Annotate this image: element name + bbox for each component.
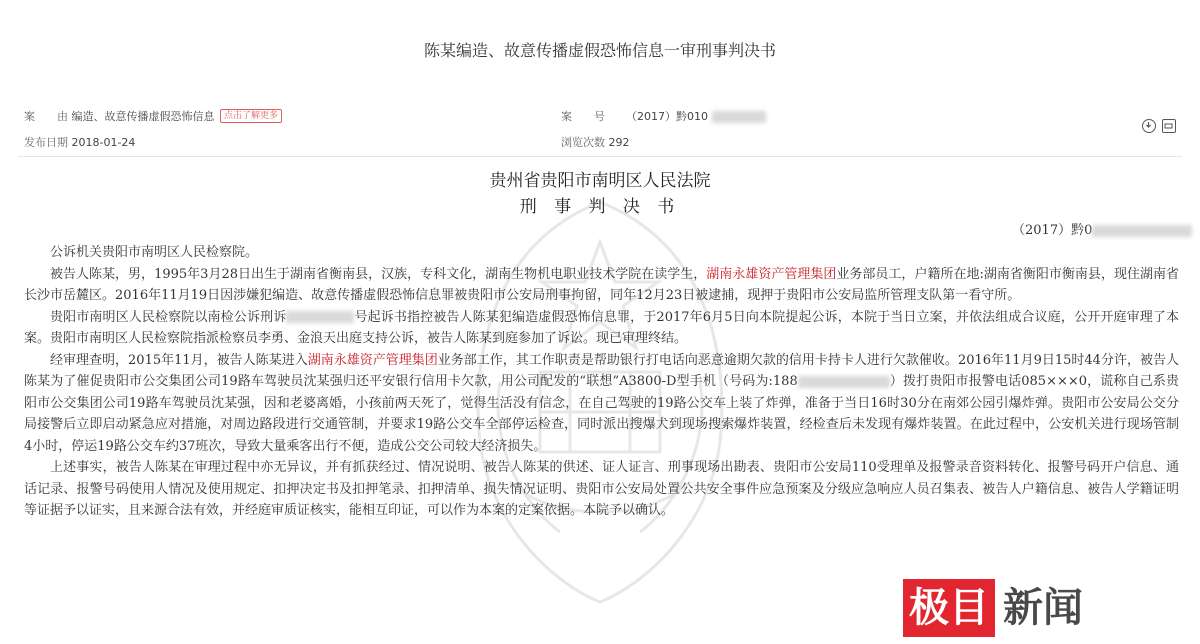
- redacted-case-number: [712, 111, 766, 123]
- jimu-news-watermark: [903, 576, 1091, 640]
- redacted-phone-number: [798, 376, 890, 388]
- view-count-row: [561, 134, 630, 150]
- defendant-text-1: 被告人陈某，男，1995年3月28日出生于湖南省衡南县，汉族，专科文化，湖南生物机电职业技术学院在读学生，: [50, 266, 707, 282]
- paragraph-defendant: [24, 264, 1179, 307]
- print-icon[interactable]: [1162, 119, 1176, 133]
- view-count-value: 292: [608, 136, 630, 149]
- judgment-case-number-text: （2017）黔0: [1012, 223, 1093, 238]
- company-link[interactable]: 湖南永雄资产管理集团: [706, 266, 837, 282]
- facts-text-2: 业务部工作，其工作职责是帮助银行打电话向恶意逾期欠款的信用卡持卡人进行欠款催收。2016年11月9日15时44分许，被告人陈某为了催促贵阳市公交集团公司19路车驾驶员沈某强归还平安银行信用卡欠款，用公司配发的“联想”A3800-D型手机（号码为:188: [24, 352, 1179, 389]
- publish-date-value: 2018-01-24: [71, 136, 136, 149]
- case-cause-row: [24, 108, 282, 124]
- facts-text-1: 经审理查明，2015年11月，被告人陈某进入: [50, 352, 308, 368]
- company-link[interactable]: 湖南永雄资产管理集团: [307, 352, 438, 368]
- indictment-text-2: 号起诉书指控被告人陈某犯编造虚假恐怖信息罪，于2017年6月5日向本院提起公诉，本院于当日立案，并依法组成合议庭，公开开庭审理了本案。贵阳市南明区人民检察院指派检察员李勇、金浪天出庭支持公诉，被告人陈某到庭参加了诉讼。现已审理终结。: [24, 309, 1179, 346]
- case-cause-value: 编造、故意传播虚假恐怖信息: [71, 110, 215, 123]
- case-number-value: （2017）黔010: [626, 110, 708, 123]
- view-count-label: 浏览次数: [561, 136, 605, 149]
- case-number-row: [561, 108, 766, 124]
- redacted-judgment-number: [1092, 225, 1192, 237]
- case-number-label: 案 号: [561, 110, 605, 123]
- court-name: 贵州省贵阳市南明区人民法院: [489, 171, 711, 191]
- document-title: 陈某编造、故意传播虚假恐怖信息一审刑事判决书: [423, 41, 776, 60]
- publish-date-label: 发布日期: [24, 136, 68, 149]
- judgment-case-number: [1012, 219, 1192, 238]
- redacted-indictment-number: [286, 311, 354, 323]
- watermark-part1: 极目: [903, 579, 995, 637]
- paragraph-prosecutor: 公诉机关贵阳市南明区人民检察院。: [50, 245, 259, 260]
- paragraph-facts: [24, 350, 1179, 458]
- document-actions: [1142, 119, 1176, 133]
- judgment-body: [24, 242, 1179, 522]
- watermark-part2: 新闻: [1003, 585, 1083, 631]
- paragraph-evidence: 上述事实，被告人陈某在审理过程中亦无异议，并有抓获经过、情况说明、被告人陈某的供述、证人证言、刑事现场出勘表、贵阳市公安局110受理单及报警录音资料转化、报警号码开户信息、通话记录、报警号码使用人情况及使用规定、扣押决定书及扣押笔录、扣押清单、损失情况证明、贵阳市公安局处置公共安全事件应急预案及分级应急响应人员召集表、被告人户籍信息、被告人学籍证明等证据予以证实，且来源合法有效，并经庭审质证核实，能相互印证，可以作为本案的定案依据。本院予以确认。: [24, 460, 1179, 518]
- header-divider: [18, 156, 1182, 157]
- publish-date-row: [24, 134, 135, 150]
- defendant-text-2: 业务部员工，户籍所在地:湖南省衡阳市衡南县，现住湖南省长沙市岳麓区。2016年11月19日因涉嫌犯编造、故意传播虚假恐怖信息罪被贵阳市公安局刑事拘留，同年12月23日被逮捕，现押于贵阳市公安局监所管理支队第一看守所。: [24, 266, 1179, 303]
- facts-text-3: ）拨打贵阳市报警电话085×××0，谎称自己系贵阳市公交集团公司19路车驾驶员沈某强，因和老婆离婚，小孩前两天死了，觉得生活没有信念，在自己驾驶的19路公交车上装了炸弹，准备于当日16时30分在南郊公园引爆炸弹。贵阳市公安局公交分局接警后立即启动紧急应对措施，对周边路段进行交通管制，并要求19路公交车全部停运检查，同时派出搜爆犬到现场搜索爆炸装置，经检查后未发现有爆炸装置。在此过程中，公安机关进行现场管制4小时，停运19路公交车约37班次，导致大量乘客出行不便，造成公交公司较大经济损失。: [24, 374, 1179, 454]
- download-icon[interactable]: [1142, 119, 1156, 133]
- indictment-text-1: 贵阳市南明区人民检察院以南检公诉刑诉: [50, 309, 287, 325]
- document-type: 刑 事 判 决 书: [519, 197, 681, 217]
- paragraph-indictment: [24, 307, 1179, 350]
- learn-more-badge[interactable]: 点击了解更多: [220, 109, 282, 123]
- case-cause-label: 案 由: [24, 110, 68, 123]
